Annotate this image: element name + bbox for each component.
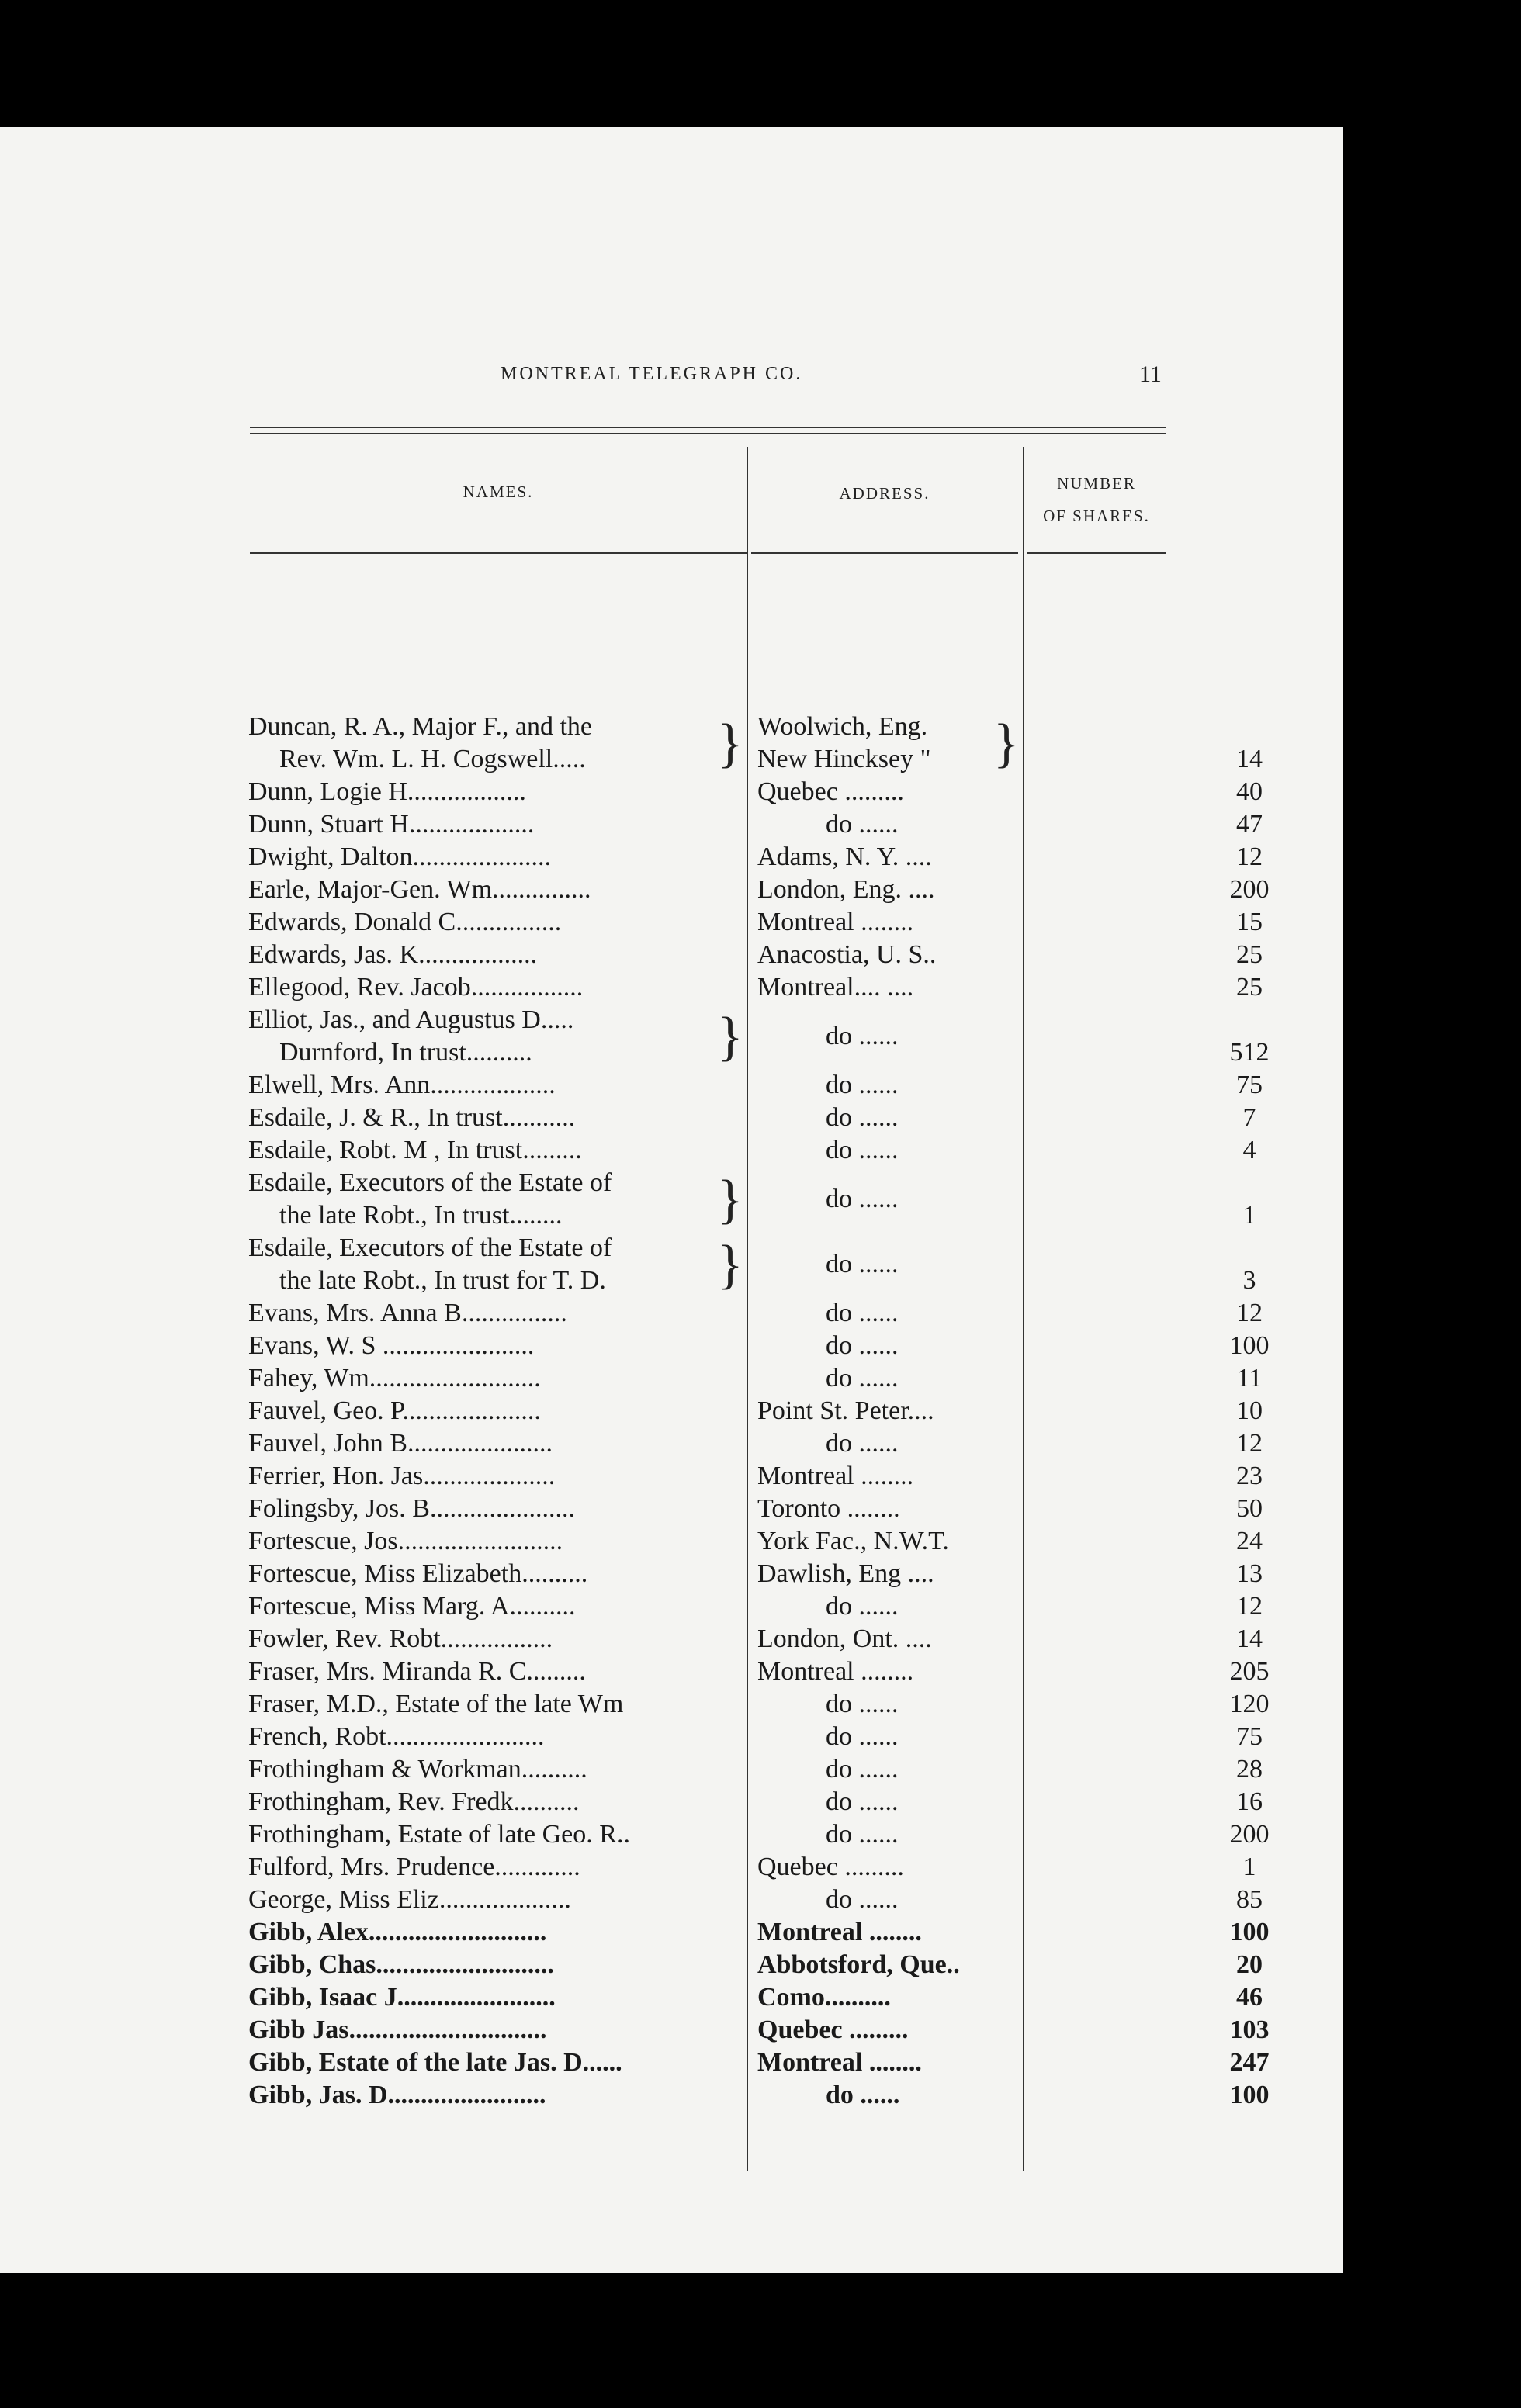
shareholder-address: Montreal ........ [757, 1657, 914, 1686]
shareholder-address: Dawlish, Eng .... [757, 1559, 934, 1588]
shareholder-name: Gibb, Chas........................... [248, 1950, 554, 1979]
page-number: 11 [1139, 362, 1162, 387]
share-count: 12 [1236, 1299, 1263, 1327]
address-line: Woolwich, Eng. [757, 712, 928, 741]
shareholder-address: do ...... [826, 1071, 899, 1099]
header-underline [1027, 552, 1166, 554]
shareholder-name: Fraser, M.D., Estate of the late Wm [248, 1690, 624, 1718]
table-row [248, 1232, 1256, 1297]
shareholder-address: do ...... [826, 1787, 899, 1816]
shareholder-address: do ...... [826, 1722, 899, 1751]
table-row [248, 1590, 1263, 1623]
table-row [248, 1330, 1270, 1362]
shares-header-line: OF SHARES. [1043, 507, 1150, 525]
shareholder-address: do ...... [826, 1820, 899, 1849]
share-count: 28 [1236, 1755, 1263, 1784]
table-row [248, 808, 1263, 841]
table-row [248, 1949, 1263, 1981]
shareholder-address: do ...... [826, 1429, 899, 1458]
shareholder-name: Ferrier, Hon. Jas.................... [248, 1462, 556, 1490]
shareholder-address: do ...... [826, 1185, 899, 1213]
shareholder-address: do ...... [826, 1690, 899, 1718]
shares-header-line: NUMBER [1057, 474, 1136, 493]
name-line: Esdaile, Executors of the Estate of [248, 1233, 612, 1262]
share-count: 7 [1242, 1103, 1256, 1132]
shareholder-name: Fortescue, Miss Elizabeth.......... [248, 1559, 588, 1588]
shareholder-address: Montreal ........ [757, 1918, 922, 1946]
share-count: 103 [1229, 2015, 1270, 2044]
table-row [248, 2046, 1270, 2079]
shareholder-address: do ...... [826, 1592, 899, 1621]
table-row [248, 1167, 1256, 1232]
table-row [248, 1460, 1263, 1493]
shareholder-name: Evans, Mrs. Anna B................ [248, 1299, 567, 1327]
shareholder-address: London, Eng. .... [757, 875, 935, 904]
shareholder-name: Fraser, Mrs. Miranda R. C......... [248, 1657, 586, 1686]
shareholder-address: Quebec ......... [757, 2015, 909, 2044]
shareholder-name: Earle, Major-Gen. Wm............... [248, 875, 591, 904]
share-count: 16 [1236, 1787, 1263, 1816]
shareholder-name: Edwards, Jas. K.................. [248, 940, 538, 969]
share-count: 47 [1236, 810, 1263, 839]
shareholder-name: Frothingham & Workman.......... [248, 1755, 587, 1784]
table-row [248, 1884, 1263, 1916]
shareholder-address: do ...... [826, 1364, 899, 1393]
shareholder-name: Fahey, Wm.......................... [248, 1364, 541, 1393]
share-count: 50 [1236, 1494, 1263, 1523]
share-count: 15 [1236, 908, 1263, 936]
shareholder-address: do ...... [826, 1331, 899, 1360]
shareholder-name [248, 1232, 745, 1297]
shareholder-address: Montreal ........ [757, 2048, 922, 2077]
share-count: 25 [1236, 940, 1263, 969]
table-row [248, 2079, 1270, 2112]
share-count: 12 [1236, 842, 1263, 871]
shareholder-name: Fowler, Rev. Robt................. [248, 1624, 553, 1653]
name-line: the late Robt., In trust for T. D. [279, 1266, 606, 1295]
shareholder-address: Montreal ........ [757, 908, 914, 936]
table-row [248, 1623, 1263, 1656]
header-underline [250, 552, 747, 554]
shareholder-address: Adams, N. Y. .... [757, 842, 932, 871]
name-brace: } [717, 1235, 743, 1295]
shareholder-name: Folingsby, Jos. B...................... [248, 1494, 575, 1523]
table-row [248, 711, 1263, 776]
shareholder-address: Abbotsford, Que.. [757, 1950, 960, 1979]
table-row [248, 1493, 1263, 1525]
shareholder-name: Fauvel, Geo. P..................... [248, 1396, 541, 1425]
table-row [248, 1069, 1263, 1102]
share-count: 12 [1236, 1592, 1263, 1621]
address-line: New Hincksey " [757, 745, 931, 773]
name-line: Elliot, Jas., and Augustus D..... [248, 1005, 574, 1034]
share-count: 10 [1236, 1396, 1263, 1425]
share-count: 200 [1229, 875, 1270, 904]
shareholder-address: do ...... [826, 1022, 899, 1050]
running-head: MONTREAL TELEGRAPH CO. [501, 364, 803, 384]
shareholder-address: do ...... [826, 1755, 899, 1784]
share-count: 13 [1236, 1559, 1263, 1588]
shareholder-name: Edwards, Donald C................ [248, 908, 562, 936]
table-row [248, 1102, 1256, 1134]
shareholder-name: Esdaile, Robt. M , In trust......... [248, 1136, 582, 1164]
share-count: 100 [1229, 2081, 1270, 2109]
shareholder-name: Dwight, Dalton..................... [248, 842, 552, 871]
share-count: 4 [1242, 1136, 1256, 1164]
name-brace: } [717, 1007, 743, 1067]
table-row [248, 1981, 1263, 2014]
shareholder-address: Point St. Peter.... [757, 1396, 934, 1425]
name-line: Rev. Wm. L. H. Cogswell..... [279, 745, 586, 773]
table-row [248, 1818, 1270, 1851]
shareholder-name [248, 1004, 745, 1069]
shareholder-name: Dunn, Stuart H................... [248, 810, 535, 839]
address-column-header: ADDRESS. [839, 484, 930, 503]
table-row [248, 971, 1263, 1004]
share-count: 14 [1236, 745, 1263, 773]
share-count: 14 [1236, 1624, 1263, 1653]
shareholder-address: do ...... [826, 1250, 899, 1278]
shareholder-name: Esdaile, J. & R., In trust........... [248, 1103, 576, 1132]
shareholder-name: French, Robt........................ [248, 1722, 545, 1751]
shareholder-address [757, 711, 1018, 776]
shareholder-address: Montreal.... .... [757, 973, 914, 1002]
table-row [248, 1427, 1263, 1460]
shareholder-address: Quebec ......... [757, 777, 904, 806]
name-line: Duncan, R. A., Major F., and the [248, 712, 592, 741]
share-count: 3 [1242, 1266, 1256, 1295]
shareholder-address: Quebec ......... [757, 1853, 904, 1881]
table-row [248, 1395, 1263, 1427]
table-row [248, 874, 1270, 906]
shareholder-address: York Fac., N.W.T. [757, 1527, 949, 1555]
table-row [248, 1004, 1270, 1069]
shareholder-address: do ...... [826, 1136, 899, 1164]
shareholder-name [248, 711, 745, 776]
share-count: 1 [1242, 1201, 1256, 1230]
share-count: 11 [1236, 1364, 1263, 1393]
shareholder-address: Anacostia, U. S.. [757, 940, 937, 969]
shareholder-name: Fortescue, Jos......................... [248, 1527, 563, 1555]
table-row [248, 1656, 1270, 1688]
shareholder-name: Dunn, Logie H.................. [248, 777, 526, 806]
shareholder-name: Fulford, Mrs. Prudence............. [248, 1853, 580, 1881]
share-count: 100 [1229, 1331, 1270, 1360]
document-page [0, 127, 1343, 2273]
name-line: Esdaile, Executors of the Estate of [248, 1168, 612, 1197]
share-count: 205 [1229, 1657, 1270, 1686]
share-count: 85 [1236, 1885, 1263, 1914]
shareholder-name: Fauvel, John B...................... [248, 1429, 553, 1458]
table-row [248, 1558, 1263, 1590]
shareholder-name: Gibb Jas.............................. [248, 2015, 547, 2044]
share-count: 247 [1229, 2048, 1270, 2077]
table-row [248, 1297, 1263, 1330]
table-row [248, 939, 1263, 971]
share-count: 20 [1236, 1950, 1263, 1979]
address-brace: } [993, 714, 1020, 773]
share-count: 200 [1229, 1820, 1270, 1849]
shareholder-name: Gibb, Isaac J........................ [248, 1983, 556, 2012]
name-line: the late Robt., In trust........ [279, 1201, 563, 1230]
shareholder-name: Evans, W. S ....................... [248, 1331, 535, 1360]
name-line: Durnford, In trust.......... [279, 1038, 532, 1067]
table-row [248, 1721, 1263, 1753]
share-count: 23 [1236, 1462, 1263, 1490]
share-count: 46 [1236, 1983, 1263, 2012]
share-count: 25 [1236, 973, 1263, 1002]
shareholder-address: do ...... [826, 1299, 899, 1327]
shareholder-address: do ...... [826, 1885, 899, 1914]
shareholder-address: do ...... [826, 2081, 900, 2109]
table-row [248, 906, 1263, 939]
table-row [248, 1786, 1263, 1818]
table-row [248, 841, 1263, 874]
shareholder-name: Frothingham, Estate of late Geo. R.. [248, 1820, 630, 1849]
shareholder-name: Fortescue, Miss Marg. A.......... [248, 1592, 576, 1621]
share-count: 75 [1236, 1722, 1263, 1751]
table-row [248, 1753, 1263, 1786]
shareholder-name: Elwell, Mrs. Ann................... [248, 1071, 556, 1099]
share-count: 1 [1242, 1853, 1256, 1881]
header-underline [751, 552, 1018, 554]
share-count: 24 [1236, 1527, 1263, 1555]
share-count: 12 [1236, 1429, 1263, 1458]
shareholder-list [248, 711, 1270, 2112]
names-column-header: NAMES. [463, 483, 534, 501]
share-count: 40 [1236, 777, 1263, 806]
shareholder-name [248, 1167, 745, 1232]
shareholder-name: Frothingham, Rev. Fredk.......... [248, 1787, 580, 1816]
share-count: 512 [1229, 1038, 1270, 1067]
shareholder-name: Gibb, Estate of the late Jas. D...... [248, 2048, 622, 2077]
share-count: 100 [1229, 1918, 1270, 1946]
shares-column-header [1027, 467, 1166, 532]
name-brace: } [717, 1170, 743, 1230]
table-row [248, 2014, 1270, 2046]
share-count: 120 [1229, 1690, 1270, 1718]
table-row [248, 1525, 1263, 1558]
shareholder-address: Montreal ........ [757, 1462, 914, 1490]
table-row [248, 1916, 1270, 1949]
shareholder-name: George, Miss Eliz.................... [248, 1885, 571, 1914]
table-row [248, 776, 1263, 808]
shareholder-name: Ellegood, Rev. Jacob................. [248, 973, 584, 1002]
shareholder-address: do ...... [826, 1103, 899, 1132]
name-brace: } [717, 714, 743, 773]
shareholder-address: do ...... [826, 810, 899, 839]
shareholder-address: Como.......... [757, 1983, 891, 2012]
table-row [248, 1134, 1256, 1167]
shareholder-address: Toronto ........ [757, 1494, 900, 1523]
shareholder-name: Gibb, Jas. D........................ [248, 2081, 546, 2109]
table-row [248, 1688, 1270, 1721]
share-count: 75 [1236, 1071, 1263, 1099]
shareholder-address: London, Ont. .... [757, 1624, 932, 1653]
top-rule [250, 427, 1166, 428]
top-rule [250, 433, 1166, 434]
table-row [248, 1851, 1256, 1884]
table-row [248, 1362, 1263, 1395]
shareholder-name: Gibb, Alex........................... [248, 1918, 547, 1946]
